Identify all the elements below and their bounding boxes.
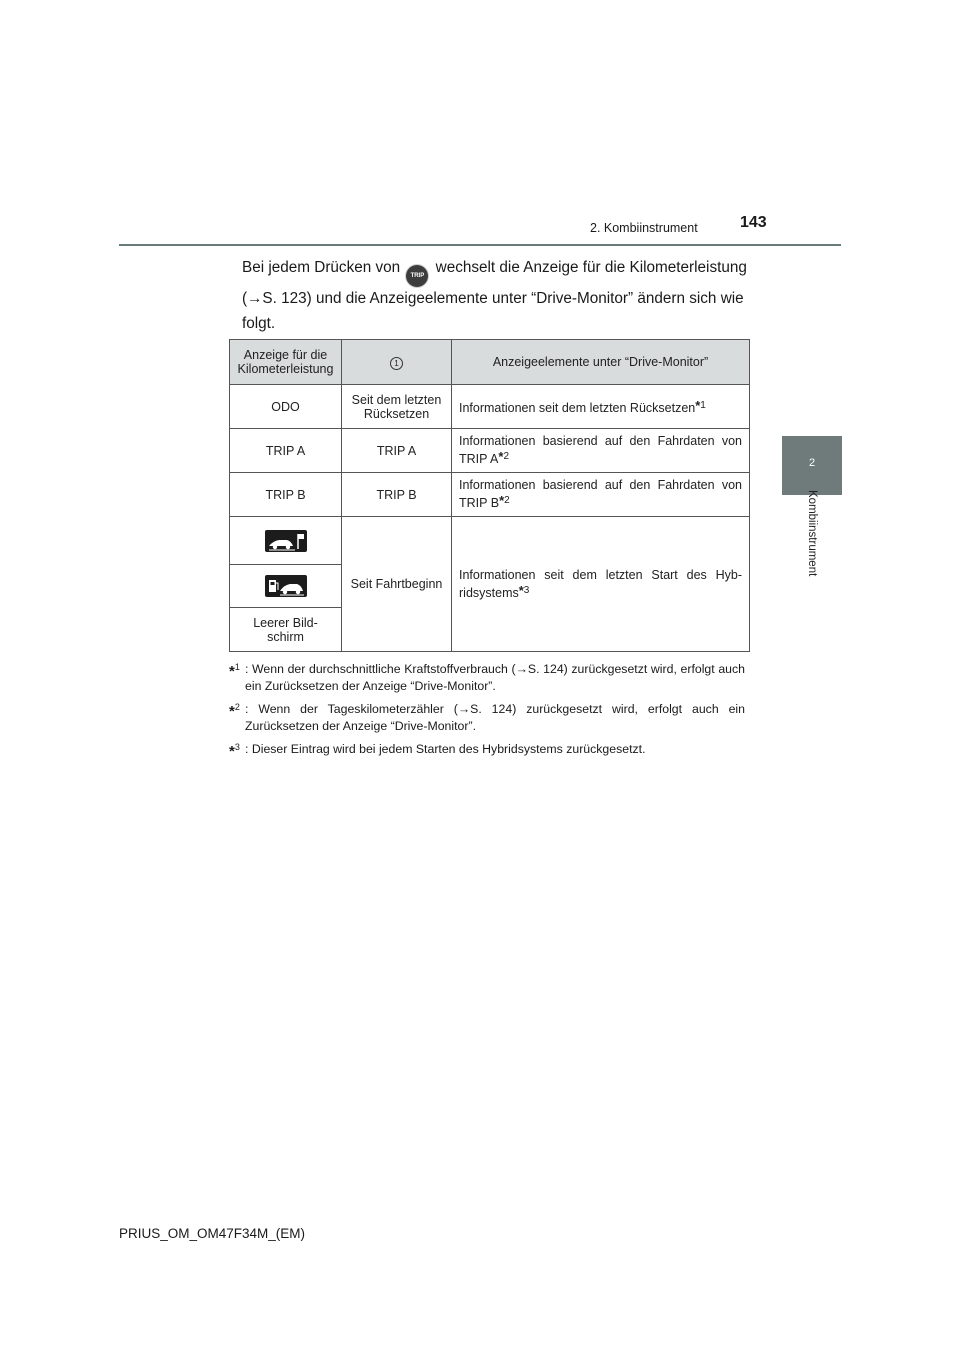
- header-item: [342, 340, 452, 385]
- footnote-number: 2: [234, 702, 240, 712]
- star-mark: *: [499, 493, 505, 508]
- info-text: Informationen seit dem letzten Start des Hyb-ridsystems: [459, 567, 742, 600]
- footnote-number: 1: [234, 662, 240, 672]
- footnote-text: : Wenn der durchschnittliche Kraftstoffverbrauch (→S. 124) zurückgesetzt wird, erfolgt auch ein Zurücksetzen der Anzeige “Drive-Monitor”.: [245, 662, 745, 693]
- info-text: Informationen seit dem letzten Rücksetzen: [459, 400, 696, 415]
- intro-text-start: Bei jedem Drücken von: [242, 259, 401, 276]
- chapter-tab: [782, 436, 842, 495]
- header-display: Anzeige für die Kilometerleistung: [230, 340, 342, 385]
- section-title: 2. Kombiinstrument: [590, 221, 698, 235]
- intro-paragraph: [242, 256, 748, 336]
- drive-monitor-table: [229, 339, 750, 652]
- fuel-car-icon: [265, 575, 307, 597]
- trip-button-icon: TRIP: [406, 265, 428, 287]
- cell-display: ODO: [230, 385, 342, 429]
- footnote-mark: [229, 699, 240, 721]
- table-header-row: [230, 340, 750, 385]
- info-text: Informationen basierend auf den Fahrdaten von TRIP A: [459, 434, 742, 466]
- info-text: Informationen basierend auf den Fahrdaten von TRIP B: [459, 478, 742, 510]
- cell-display: [230, 565, 342, 608]
- page-number: 143: [740, 214, 767, 231]
- footnote-text: : Dieser Eintrag wird bei jedem Starten des Hybridsystems zurückgesetzt.: [245, 742, 646, 756]
- star-mark: *: [229, 743, 235, 760]
- cell-item: TRIP B: [342, 473, 452, 517]
- cell-info: [452, 473, 750, 517]
- note-ref: 1: [700, 399, 706, 411]
- table-row: [230, 429, 750, 473]
- cell-display: [230, 517, 342, 565]
- chapter-number: 2: [808, 457, 816, 469]
- table-row: [230, 473, 750, 517]
- intro-text-end: wechselt die Anzeige für die Kilometerleistung (→S. 123) und die Anzeigeelemente unter “Drive-Monitor” ändern sich wie folgt.: [242, 259, 747, 332]
- circled-number-icon: 1: [390, 357, 403, 370]
- footnotes: [229, 661, 745, 765]
- cell-info: [452, 517, 750, 652]
- cell-info: [452, 385, 750, 429]
- table-row: [230, 385, 750, 429]
- cell-item: Seit Fahrtbeginn: [342, 517, 452, 652]
- footnote-mark: [229, 659, 240, 681]
- cell-display: TRIP B: [230, 473, 342, 517]
- header-rule: [119, 244, 841, 246]
- star-mark: *: [695, 397, 701, 413]
- footnote: [229, 701, 745, 734]
- star-mark: *: [518, 582, 524, 598]
- table-row: [230, 517, 750, 565]
- star-mark: *: [229, 663, 235, 680]
- cell-item: TRIP A: [342, 429, 452, 473]
- document-code: PRIUS_OM_OM47F34M_(EM): [119, 1226, 306, 1241]
- footnote: [229, 661, 745, 694]
- chapter-label: Kombiinstrument: [806, 490, 818, 577]
- star-mark: *: [229, 703, 235, 720]
- footnote: [229, 741, 745, 758]
- cell-display: TRIP A: [230, 429, 342, 473]
- footnote-mark: [229, 739, 240, 761]
- cell-display: Leerer Bild-schirm: [230, 608, 342, 652]
- cell-info: [452, 429, 750, 473]
- footnote-text: : Wenn der Tageskilometerzähler (→S. 124) zurückgesetzt wird, erfolgt auch ein Zurücksetzen der Anzeige “Drive-Monitor”.: [245, 702, 745, 733]
- car-flag-icon: [265, 530, 307, 552]
- star-mark: *: [498, 449, 504, 464]
- note-ref: 3: [523, 584, 530, 596]
- footnote-number: 3: [234, 742, 240, 752]
- cell-item: Seit dem letzten Rücksetzen: [342, 385, 452, 429]
- note-ref: 2: [504, 495, 510, 506]
- header-info: Anzeigeelemente unter “Drive-Monitor”: [452, 340, 750, 385]
- note-ref: 2: [503, 451, 509, 462]
